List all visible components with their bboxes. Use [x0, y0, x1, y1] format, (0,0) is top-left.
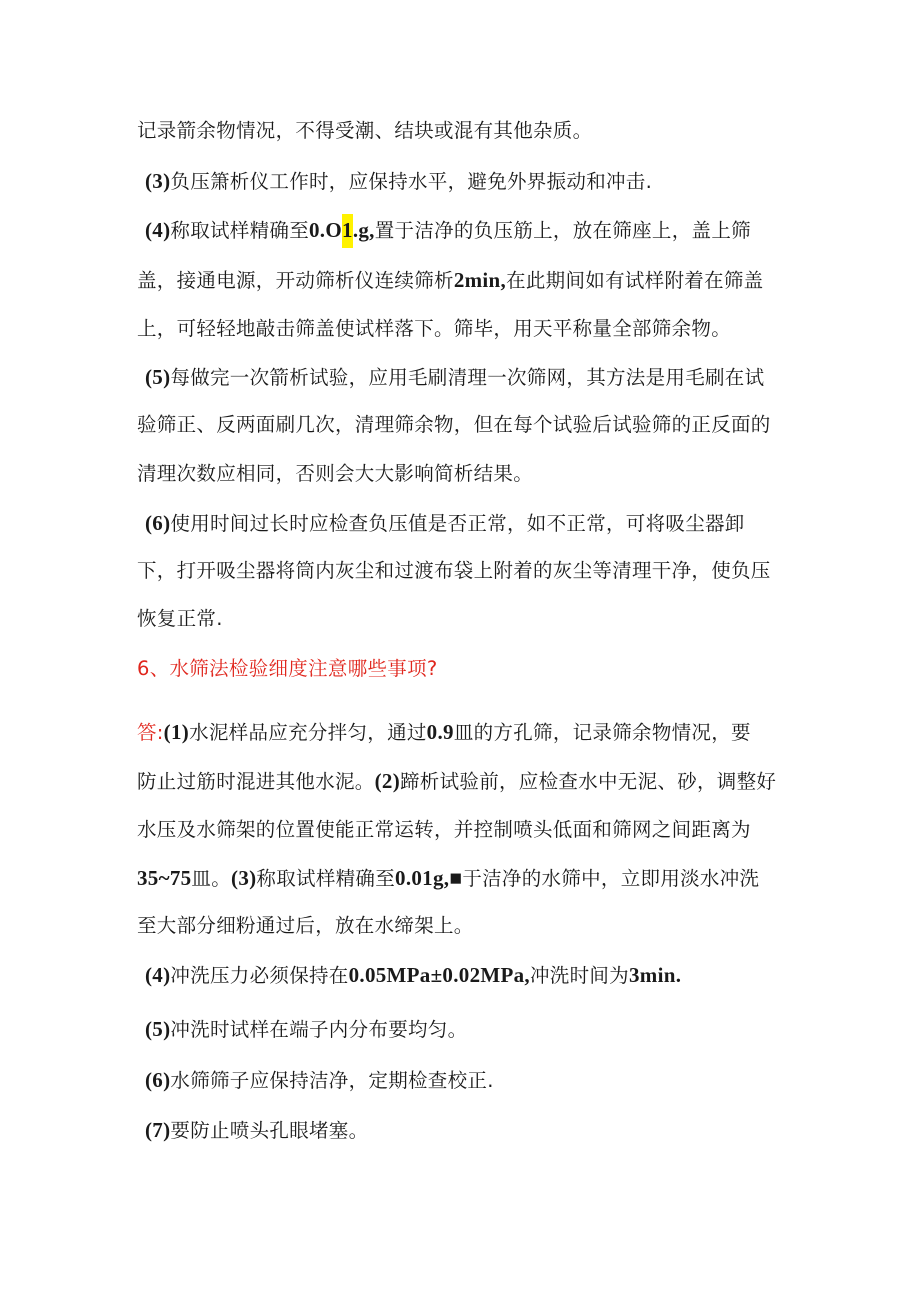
value: 0.9 [426, 720, 454, 744]
text: 冲洗时间为 [529, 964, 629, 987]
value: 0.05MPa±0.02MPa, [348, 963, 530, 987]
text: 冲洗时试样在端子内分布要均匀。 [170, 1018, 468, 1041]
question-title: 6、水筛法检验细度注意哪些事项? [137, 657, 438, 680]
text-line [137, 117, 592, 145]
text-line [137, 557, 771, 585]
item-number: (3) [231, 866, 257, 890]
text: 每做完一次箭析试验，应用毛刷清理一次筛网，其方法是用毛刷在试 [170, 366, 765, 389]
text: 要防止喷头孔眼堵塞。 [170, 1119, 369, 1142]
item-number: (1) [163, 720, 190, 744]
text: 皿的方孔筛，记录筛余物情况，要 [453, 721, 751, 744]
text-line [137, 266, 763, 295]
value: .g, [352, 218, 375, 242]
text: 至大部分细粉通过后，放在水缔架上。 [137, 914, 474, 937]
item-number: (4) [145, 963, 171, 987]
text-line [145, 961, 681, 990]
value: 0.O [309, 218, 342, 242]
text: 蹄析试验前，应检查水中无泥、砂，调整好 [400, 770, 777, 793]
value: 35~75 [137, 866, 192, 890]
text: 恢复正常. [137, 607, 223, 630]
item-number: (3) [145, 169, 171, 193]
item-number: (7) [145, 1118, 171, 1142]
item-number: (5) [145, 1017, 171, 1041]
text: 在此期间如有试样附着在筛盖 [506, 269, 764, 292]
text: 水压及水筛架的位置使能正常运转，并控制喷头低面和筛网之间距离为 [137, 818, 751, 841]
text-line [145, 167, 652, 196]
text: 防止过筋时混进其他水泥。 [137, 770, 375, 793]
highlighted-value: 1 [342, 214, 353, 248]
value: 3min. [628, 963, 682, 987]
text: 水筛筛子应保持洁净，定期检查校正. [170, 1069, 494, 1092]
text-line [145, 216, 751, 245]
answer-label: 答: [137, 721, 164, 744]
text-line [137, 864, 759, 893]
text: 冲洗压力必须保持在 [170, 964, 349, 987]
item-number: (6) [145, 511, 171, 535]
text-line [137, 767, 776, 796]
item-number: (2) [374, 769, 400, 793]
text-line [145, 1066, 494, 1095]
text: 上，可轻轻地敲击筛盖使试样落下。筛毕，用天平称量全部筛余物。 [137, 317, 732, 340]
text-line [137, 411, 771, 439]
text-line [137, 315, 731, 343]
text: 于洁净的水筛中，立即用淡水冲洗 [462, 867, 760, 890]
text-line [145, 363, 764, 392]
value: 2min, [453, 268, 507, 292]
text-line [137, 912, 474, 940]
item-number: (5) [145, 365, 171, 389]
value: 0.01g, [395, 866, 450, 890]
text: 称取试样精确至 [256, 867, 396, 890]
text: 皿。 [191, 867, 232, 890]
text: 记录箭余物情况，不得受潮、结块或混有其他杂质。 [137, 119, 593, 142]
text-line [145, 509, 745, 538]
text: 下，打开吸尘器将筒内灰尘和过渡布袋上附着的灰尘等清理干净，使负压 [137, 559, 771, 582]
text: 使用时间过长时应检查负压值是否正常，如不正常，可将吸尘器卸 [170, 512, 745, 535]
text: 负压箫析仪工作时，应保持水平，避免外界振动和冲击. [170, 170, 653, 193]
text-line [145, 1015, 467, 1044]
item-number: (6) [145, 1068, 171, 1092]
text-line [137, 460, 533, 488]
item-number: (4) [145, 218, 171, 242]
text: 置于洁净的负压筋上，放在筛座上，盖上筛 [374, 219, 751, 242]
text: 清理次数应相同，否则会大大影响简析结果。 [137, 462, 534, 485]
text-line [145, 1116, 368, 1145]
text: 盖，接通电源，开动筛析仪连续筛析 [137, 269, 454, 292]
text-line [137, 718, 751, 747]
text: 水泥样品应充分拌匀，通过 [189, 721, 427, 744]
text-line [137, 816, 751, 844]
ocr-artifact: ■ [449, 866, 463, 890]
text-line [137, 605, 223, 633]
text: 称取试样精确至 [170, 219, 309, 242]
text: 验筛正、反两面刷几次，清理筛余物，但在每个试验后试验筛的正反面的 [137, 413, 771, 436]
question-heading [137, 655, 438, 683]
